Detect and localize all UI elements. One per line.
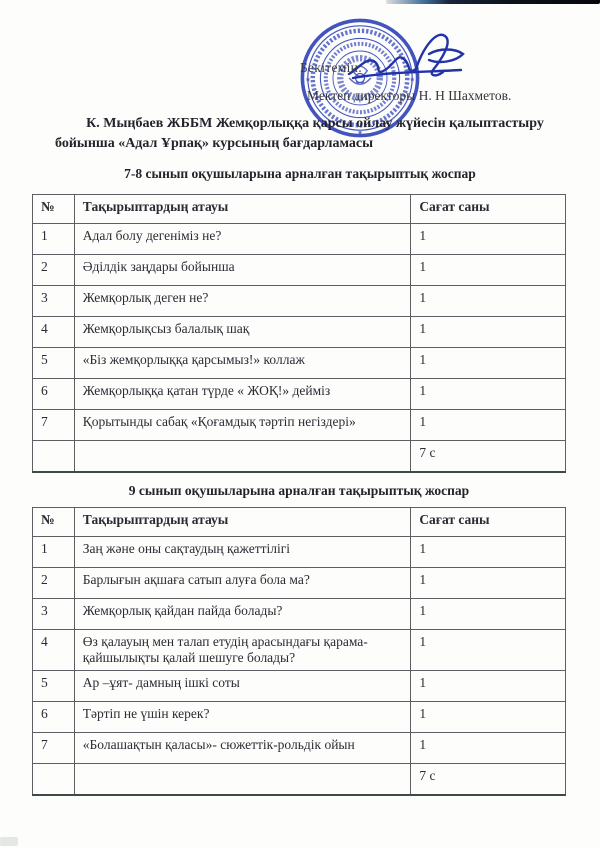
hours-cell: 1 [411,568,566,599]
table-header-row [33,195,566,224]
table-row [33,568,566,599]
director-name-line: Мектеп директоры Н. Н Шахметов. [307,88,512,103]
hours-cell: 1 [411,630,566,671]
row-number: 6 [33,702,75,733]
table1-subtitle: 7-8 сынып оқушыларына арналған тақырыптық жоспар [124,166,476,181]
approve-label: Бекітемін: [300,60,363,75]
hours-cell: 1 [411,599,566,630]
topic-cell: Тәртіп не үшін керек? [74,702,411,733]
table-row [33,599,566,630]
table-row [33,702,566,733]
topic-cell: «Біз жемқорлыққа қарсымыз!» коллаж [74,348,411,379]
table-header-row [33,508,566,537]
total-hours-cell: 7 с [411,764,566,796]
table-row [33,379,566,410]
scan-corner-smudge [0,837,18,846]
empty-cell [33,441,75,473]
total-hours-cell: 7 с [411,441,566,473]
svg-text:★: ★ [304,76,311,84]
table-row [33,317,566,348]
empty-cell [74,441,411,473]
row-number: 3 [33,286,75,317]
empty-cell [33,764,75,796]
table-row [33,671,566,702]
table-row [33,410,566,441]
hours-cell: 1 [411,255,566,286]
table2-subtitle: 9 сынып оқушыларына арналған тақырыптық жоспар [128,483,470,498]
col-header-hours: Сағат саны [411,508,566,537]
topic-cell: Жемқорлық деген не? [74,286,411,317]
topic-cell: Ар –ұят- дамның ішкі соты [74,671,411,702]
table-total-row [33,764,566,796]
empty-cell [74,764,411,796]
topic-cell: Әділдік заңдары бойынша [74,255,411,286]
table-row [33,537,566,568]
topic-cell: Барлығын ақшаға сатып алуға бола ма? [74,568,411,599]
director-signature [345,26,470,88]
topic-cell: Қорытынды сабақ «Қоғамдық тәртіп негіздері» [74,410,411,441]
hours-cell: 1 [411,733,566,764]
table-row [33,224,566,255]
hours-cell: 1 [411,537,566,568]
grade-7-8-plan-table [32,194,566,473]
grade-9-plan-table [32,507,566,796]
row-number: 3 [33,599,75,630]
row-number: 4 [33,630,75,671]
tables-area [32,194,566,796]
svg-text:★: ★ [357,129,363,137]
table-row [33,630,566,671]
col-header-topic: Тақырыптардың атауы [74,508,411,537]
hours-cell: 1 [411,379,566,410]
topic-cell: «Болашақтын қаласы»- сюжеттік-рольдік ойын [74,733,411,764]
topic-cell: Жемқорлық қайдан пайда болады? [74,599,411,630]
row-number: 1 [33,224,75,255]
hours-cell: 1 [411,224,566,255]
table-row [33,733,566,764]
hours-cell: 1 [411,348,566,379]
row-number: 4 [33,317,75,348]
row-number: 7 [33,733,75,764]
row-number: 6 [33,379,75,410]
table-row [33,348,566,379]
topic-cell: Өз қалауың мен талап етудің арасындағы қарама-қайшылықты қалай шешуге болады? [74,630,411,671]
title-line-1: К. Мыңбаев ЖББМ Жемқорлыққа қарсы ойлау жүйесін қалыптастыру [86,116,544,131]
table-row [33,255,566,286]
col-header-topic: Тақырыптардың атауы [74,195,411,224]
document-title [0,116,600,152]
hours-cell: 1 [411,317,566,348]
table-row [33,286,566,317]
col-header-hours: Сағат саны [411,195,566,224]
row-number: 1 [33,537,75,568]
hours-cell: 1 [411,671,566,702]
topic-cell: Жемқорлыққа қатан түрде « ЖОҚ!» дейміз [74,379,411,410]
table-total-row [33,441,566,473]
topic-cell: Адал болу дегеніміз не? [74,224,411,255]
hours-cell: 1 [411,702,566,733]
hours-cell: 1 [411,286,566,317]
row-number: 5 [33,348,75,379]
col-header-number: № [33,508,75,537]
row-number: 5 [33,671,75,702]
hours-cell: 1 [411,410,566,441]
svg-text:★: ★ [409,76,416,84]
row-number: 2 [33,568,75,599]
row-number: 2 [33,255,75,286]
row-number: 7 [33,410,75,441]
topic-cell: Жемқорлықсыз балалық шақ [74,317,411,348]
col-header-number: № [33,195,75,224]
topic-cell: Заң және оны сақтаудың қажеттілігі [74,537,411,568]
title-line-2: бойынша «Адал Ұрпақ» курсының бағдарламасы [55,136,374,151]
